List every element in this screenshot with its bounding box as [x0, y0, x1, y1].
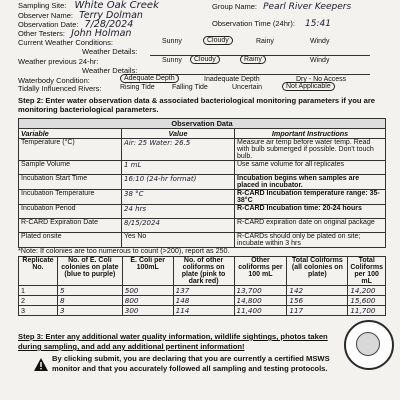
total-100ml-cell[interactable]: 15,600 [348, 296, 386, 306]
colonies-note: *Note: If colonies are too numerous to count (>200), report as 250. [18, 246, 230, 255]
tidal-not-applicable[interactable]: Not Applicable [282, 82, 335, 91]
obs-instruction: Measure air temp before water temp. Read with bulb submerged if possible. Don't touch bulb. [235, 139, 386, 161]
prev-weather-label: Weather previous 24-hr: [18, 57, 99, 66]
table-row [19, 286, 386, 296]
step3-text: Step 3: Enter any additional water quality information, wildlife sightings, photos taken during sampling, and add any additional pertinent information! [18, 332, 328, 351]
obs-instruction: R-CARD expiration date on original package [235, 219, 386, 233]
warning-icon [34, 358, 48, 376]
tidal-rising[interactable]: Rising Tide [120, 84, 155, 91]
obs-variable: Incubation Start Time [19, 175, 122, 190]
current-details-label: Weather Details: [82, 47, 138, 56]
prev-windy[interactable]: Windy [310, 57, 330, 64]
other-100ml-cell[interactable]: 14,800 [234, 296, 287, 306]
col-replicate: Replicate No. [19, 257, 58, 286]
obs-value[interactable]: 24 hrs [122, 205, 235, 219]
group-value: Pearl River Keepers [263, 2, 352, 12]
tidal-uncertain[interactable]: Uncertain [232, 84, 262, 91]
col-value: Value [122, 129, 235, 139]
obs-row-incubation-period [19, 205, 386, 219]
total-plate-cell[interactable]: 142 [287, 286, 348, 296]
tidal-label: Tidally Influenced Rivers: [18, 84, 102, 93]
group-row [212, 2, 351, 12]
replicate-cell: 2 [19, 296, 58, 306]
observer-value: Terry Dolman [79, 10, 143, 21]
ecoli-100ml-cell[interactable]: 800 [122, 296, 173, 306]
col-variable: Variable [19, 129, 122, 139]
obs-instruction: Incubation begins when samples are placed in incubator. [235, 175, 386, 190]
group-label: Group Name: [212, 2, 258, 11]
obs-variable: Incubation Temperature [19, 190, 122, 205]
waterbody-dry[interactable]: Dry - No Access [296, 76, 347, 83]
ecoli-plate-cell[interactable]: 8 [57, 296, 122, 306]
obs-instruction: R-CARD Incubation temperature range: 35-38°C [235, 190, 386, 205]
obs-instruction: Use same volume for all replicates [235, 161, 386, 175]
table-row [19, 296, 386, 306]
ecoli-100ml-cell[interactable]: 500 [122, 286, 173, 296]
obs-value[interactable]: 16:10 (24-hr format) [122, 175, 235, 190]
obs-variable: Incubation Period [19, 205, 122, 219]
current-weather-label: Current Weather Conditions: [18, 38, 113, 47]
obs-row-incubation-start [19, 175, 386, 190]
current-cloudy[interactable]: Cloudy [203, 36, 233, 45]
step2-title: Step 2: Enter water observation data & associated bacteriological monitoring parameters if you are monitoring bacteriological parameters. [18, 96, 376, 114]
other-100ml-cell[interactable]: 13,700 [234, 286, 287, 296]
table-row [19, 306, 386, 316]
ecoli-plate-cell[interactable]: 3 [57, 306, 122, 316]
prev-cloudy[interactable]: Cloudy [190, 55, 220, 64]
certification-seal-logo [344, 320, 394, 370]
observer-label: Observer Name: [18, 11, 74, 20]
total-100ml-cell[interactable]: 14,200 [348, 286, 386, 296]
total-plate-cell[interactable]: 156 [287, 296, 348, 306]
colonies-header-row [19, 257, 386, 286]
obs-date-value: 7/28/2024 [84, 19, 134, 30]
declaration-text: By clicking submit, you are declaring that you are currently a certified MSWS monitor and that you accurately followed all sampling and testing protocols. [52, 354, 330, 373]
obs-time-label: Observation Time (24hr): [212, 19, 295, 28]
other-testers-value: John Holman [71, 28, 132, 39]
prev-sunny[interactable]: Sunny [162, 57, 182, 64]
ecoli-plate-cell[interactable]: 5 [57, 286, 122, 296]
prev-details-label: Weather Details: [82, 66, 138, 75]
obs-row-incubation-temp [19, 190, 386, 205]
current-rainy[interactable]: Rainy [256, 38, 274, 45]
site-value: White Oak Creek [74, 0, 159, 11]
waterbody-inadequate[interactable]: Inadequate Depth [204, 76, 260, 83]
obs-row-expiration [19, 219, 386, 233]
replicate-cell: 3 [19, 306, 58, 316]
obs-row-temperature [19, 139, 386, 161]
observation-table [18, 118, 386, 248]
col-other-100ml: Other coliforms per 100 mL [234, 257, 287, 286]
obs-date-label: Observation Date: [18, 20, 79, 29]
other-100ml-cell[interactable]: 11,400 [234, 306, 287, 316]
col-total-100ml: Total Coliforms per 100 mL [348, 257, 386, 286]
obs-variable: Temperature (°C) [19, 139, 122, 161]
other-plate-cell[interactable]: 137 [173, 286, 234, 296]
current-sunny[interactable]: Sunny [162, 38, 182, 45]
current-windy[interactable]: Windy [310, 38, 330, 45]
col-ecoli-100ml: E. Coli per 100mL [122, 257, 173, 286]
obs-instruction: R-CARDs should only be plated on site; incubate within 3 hrs [235, 233, 386, 248]
other-plate-cell[interactable]: 114 [173, 306, 234, 316]
prev-details-line[interactable] [150, 74, 370, 75]
obs-value[interactable]: Yes No [122, 233, 235, 248]
obs-value[interactable]: 8/15/2024 [122, 219, 235, 233]
obs-row-sample-volume [19, 161, 386, 175]
observation-band: Observation Data [19, 119, 386, 129]
prev-rainy[interactable]: Rainy [240, 55, 266, 64]
other-plate-cell[interactable]: 148 [173, 296, 234, 306]
col-other-plate: No. of other coliforms on plate (pink to dark red) [173, 257, 234, 286]
site-label: Sampling Site: [18, 1, 67, 10]
other-testers-label: Other Testers: [18, 29, 65, 38]
obs-time-row [212, 19, 331, 29]
obs-variable: Plated onsite [19, 233, 122, 248]
obs-value[interactable]: 1 mL [122, 161, 235, 175]
obs-time-value: 15:41 [305, 19, 331, 29]
obs-variable: R-CARD Expiration Date [19, 219, 122, 233]
total-plate-cell[interactable]: 117 [287, 306, 348, 316]
obs-value[interactable]: Air: 25 Water: 26.5 [122, 139, 235, 161]
ecoli-100ml-cell[interactable]: 300 [122, 306, 173, 316]
replicate-cell: 1 [19, 286, 58, 296]
waterbody-adequate[interactable]: Adequate Depth [120, 74, 179, 83]
tidal-falling[interactable]: Falling Tide [172, 84, 208, 91]
col-ecoli-plate: No. of E. Coli colonies on plate (blue to purple) [57, 257, 122, 286]
colonies-table [18, 256, 386, 316]
waterbody-label: Waterbody Condition: [18, 76, 90, 85]
col-instructions: Important Instructions [235, 129, 386, 139]
total-100ml-cell[interactable]: 11,700 [348, 306, 386, 316]
obs-value[interactable]: 38 °C [122, 190, 235, 205]
obs-variable: Sample Volume [19, 161, 122, 175]
col-total-plate: Total Coliforms (all colonies on plate) [287, 257, 348, 286]
obs-instruction: R-CARD Incubation time: 20-24 hours [235, 205, 386, 219]
